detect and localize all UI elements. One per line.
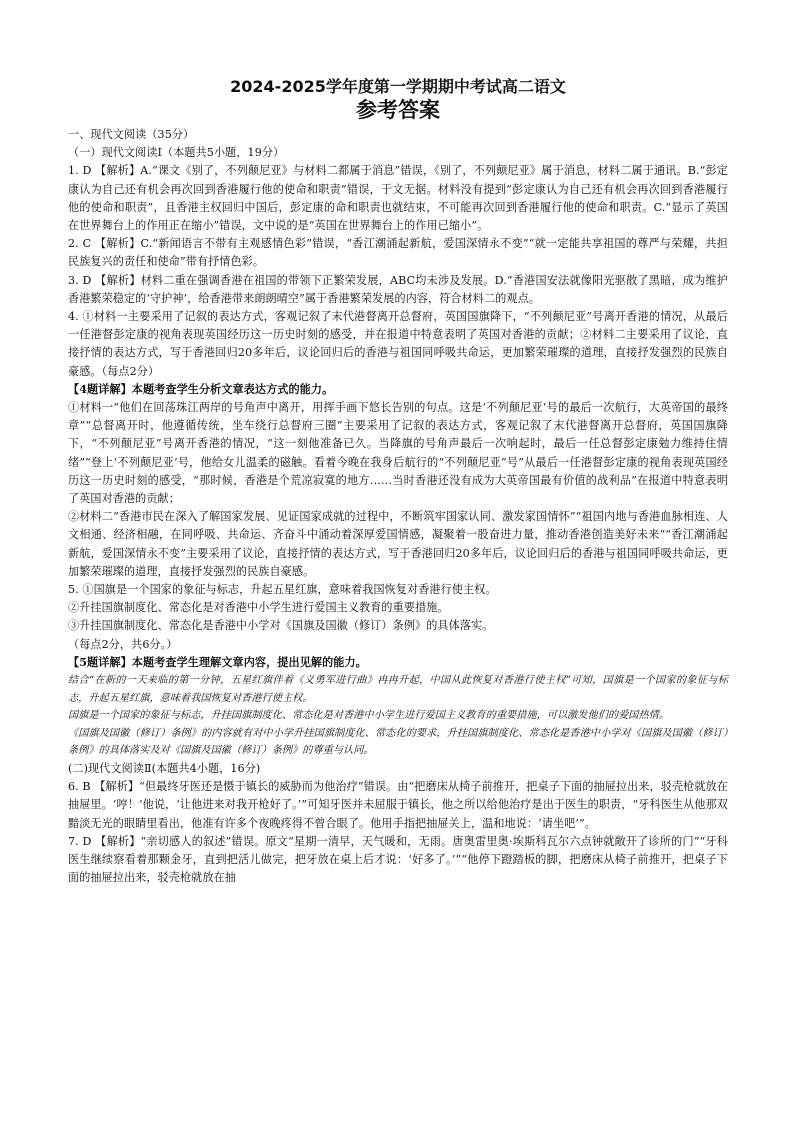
document-subtitle: 参考答案 bbox=[356, 98, 440, 122]
document-page bbox=[68, 76, 728, 887]
subsection-heading: （一）现代文阅读Ⅰ（本题共5小题，19分） bbox=[68, 146, 285, 160]
answer-5-point-2: ②升挂国旗制度化、常态化是对香港中小学生进行爱国主义教育的重要措施。 bbox=[68, 601, 449, 615]
section-heading: 一、现代文阅读（35分） bbox=[68, 128, 195, 141]
detail-5-para-3: 《国旗及国徽（修订）条例》的内容就有对中小学升挂国旗制度化、常态化的要求，升挂国旗制度化、常态化是香港中小学对《国旗及国徽（修订）条例》的具体落实及对《国旗及国徽（修订）条例》的尊重与认同。 bbox=[68, 727, 728, 757]
answer-5-point-1: 5. ①国旗是一个国家的象征与标志，升起五星红旗，意味着我国恢复对香港行使主权。 bbox=[68, 583, 497, 597]
answer-3: 3. D 【解析】材料二重在强调香港在祖国的带领下正繁荣发展，ABC均未涉及发展。D.“香港国安法就像阳光驱散了黑暗，成为维护香港繁荣稳定的‘守护神’，给香港带来朗朗晴空”属于香港繁荣发展的内容，符合材料二的观点。 bbox=[68, 273, 728, 305]
document-title: 2024-2025学年度第一学期期中考试高二语文 bbox=[230, 77, 566, 96]
answer-1: 1. D 【解析】A.“课文《别了，不列颠尼亚》与材料二都属于消息”错误，《别了，不列颠尼亚》属于消息，材料二属于通讯。B.“彭定康认为自己还有机会再次回到香港履行他的使命和职责”错误，于文无据。材料没有提到“彭定康认为自己还有机会再次回到香港履行他的使命和职责”，且香港主权回归中国后，彭定康的命和职责也就结束，不可能再次回到香港履行他的使命和职责。C.“显示了英国在世界舞台上的作用正在缩小”错误，文中说的是“英国在世界舞台上的作用已缩小”。 bbox=[68, 164, 728, 233]
detail-heading-5: 【5题详解】本题考查学生理解文章内容，提出见解的能力。 bbox=[68, 655, 367, 669]
answer-4: 4. ①材料一主要采用了记叙的表达方式，客观记叙了末代港督离开总督府，英国国旗降下，“不列颠尼亚”号离开香港的情况，从最后一任港督彭定康的视角表现英国经历这一历史时刻的感受，并在报道中特意表明了英国对香港的贡献；②材料二主要采用了议论，直接抒情的表达方式，写于香港回归20多年后，议论回归后的香港与祖国同呼吸共命运，更加繁荣璀璨的道理，直接抒发强烈的民族自豪感。（每点2分） bbox=[68, 310, 728, 378]
answer-2: 2. C 【解析】C.“新闻语言不带有主观感情色彩”错误，“香江潮涌起新航，爱国深情永不变”“就一定能共享祖国的尊严与荣耀，共担民族复兴的责任和使命”带有抒情色彩。 bbox=[68, 237, 728, 269]
detail-4-part-2: ②材料二“香港市民在深入了解国家发展、见证国家成就的过程中，不断筑牢国家认同、激发家国情怀”“祖国内地与香港血脉相连、人文相通、经济相融，在同呼吸、共命运、齐奋斗中涌动着深厚爱国情感，凝聚着一股奋进力量，推动香港创造美好未来”“香江潮涌起新航，爱国深情永不变”主要采用了议论，直接抒情的表达方式，写于香港回归20多年后，议论回归后的香港与祖国同呼吸共命运，更加繁荣璀璨的道理，直接抒发强烈的民族自豪感。 bbox=[68, 510, 728, 578]
answer-7: 7. D 【解析】“亲切感人的叙述”错误。原文“星期一清早，天气暖和，无雨。唐奥雷里奥·埃斯科瓦尔六点钟就敞开了诊所的门”“牙科医生继续察看着那颗金牙，直到把活儿做完，把牙放在桌上后才说：‘好多了。’”“他停下蹬踏板的脚，把磨床从椅子前推开，把桌子下面的抽屉拉出来，驳壳枪就放在抽 bbox=[68, 834, 728, 885]
detail-4-part-1: ①材料一“他们在回荡珠江两岸的号角声中离开，用挥手画下悠长告别的句点。这是‘不列颠尼亚’号的最后一次航行，大英帝国的最终章”“总督离开时，他遵循传统，坐车绕行总督府三圈”主要采用了记叙的表达方式，客观记叙了末代港督离开总督府，英国国旗降下，“不列颠尼亚”号离开香港的情况，“这一刻他准备已久。当降旗的号角声最后一次响起时，最后一任总督彭定康勉力维持住情绪”“登上‘不列颠尼亚’号，他给女儿温柔的磁触。看着今晚在我身后航行的“不列颠尼亚”号”从最后一任港督彭定康的视角表现英国经历这一历史时刻的感受，“那时候，香港是个荒凉寂寞的地方……当时香港还没有成为大英帝国最有价值的战利品”在报道中特意表明了英国对香港的贡献； bbox=[68, 401, 728, 506]
detail-heading-4: 【4题详解】本题考查学生分析文章表达方式的能力。 bbox=[68, 382, 334, 396]
detail-5-para-1: 结合“在新的一天来临的第一分钟，五星红旗伴着《义勇军进行曲》冉冉升起，中国从此恢复对香港行使主权”可知，国旗是一个国家的象征与标志，升起五星红旗，意味着我国恢复对香港行使主权。 bbox=[68, 675, 728, 704]
detail-5-para-2: 国旗是一个国家的象征与标志，升挂国旗制度化、常态化是对香港中小学生进行爱国主义教育的重要措施，可以激发他们的爱国热情。 bbox=[68, 710, 670, 722]
answer-6: 6. B 【解析】“但最终牙医还是慑于镇长的威胁而为他治疗”错误。由“把磨床从椅子前推开，把桌子下面的抽屉拉出来，驳壳枪就放在抽屉里。‘哼！’他说，‘让他进来对我开枪好了。’”可知牙医并未屈服于镇长，他之所以给他治疗是出于医生的职责，“牙科医生从他那双黯淡无光的眼睛里看出，他准有许多个夜晚疼得不曾合眼了。他用手指把抽屉关上，温和地说：‘请坐吧’”。 bbox=[68, 780, 728, 830]
answer-5-point-3: ③升挂国旗制度化、常态化是香港中小学对《国旗及国徽（修订）条例》的具体落实。 bbox=[68, 619, 494, 633]
answer-5-score: （每点2分，共6分。） bbox=[68, 637, 178, 651]
subsection-heading-2: (二)现代文阅读Ⅱ(本题共4小题，16分) bbox=[68, 762, 261, 776]
